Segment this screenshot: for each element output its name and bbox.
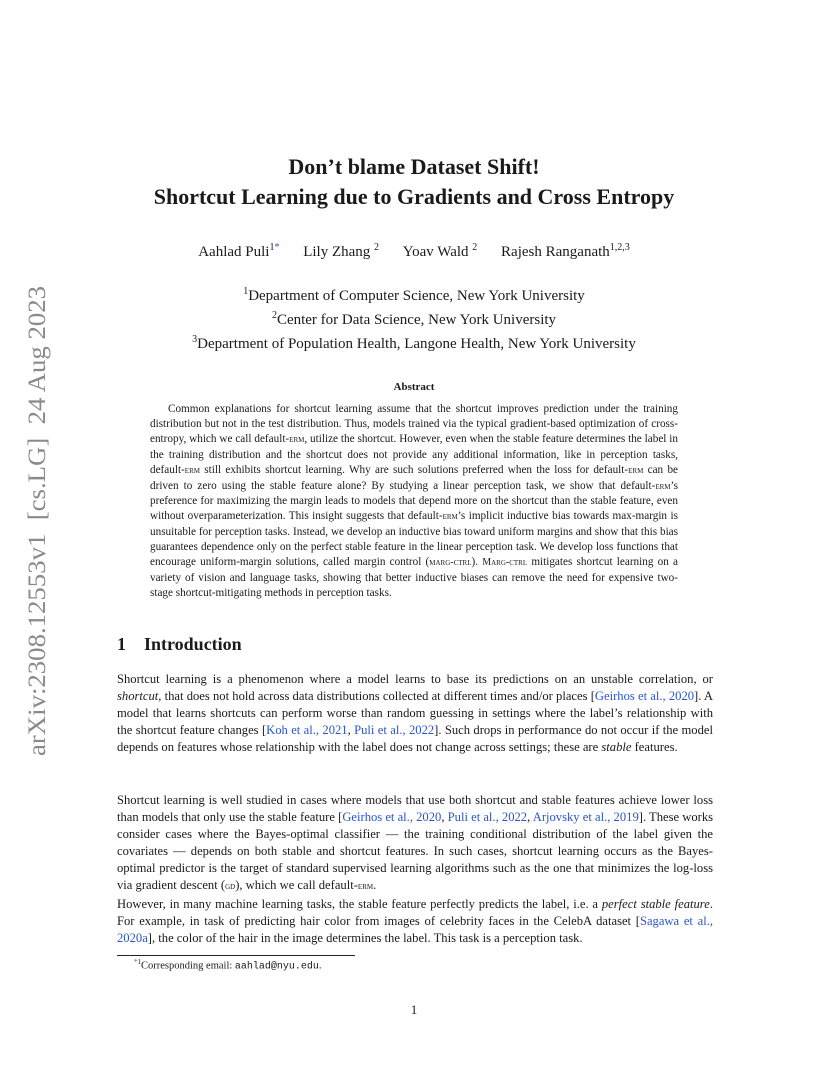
section-heading (117, 634, 242, 655)
citation-link[interactable]: Geirhos et al., 2020 (594, 689, 695, 703)
affiliations (0, 282, 828, 354)
affiliation-3: $^3$Department of Population Health, Langone Health, New York University (192, 334, 636, 352)
author-2 (303, 244, 379, 260)
citation-link[interactable]: Geirhos et al., 2020 (342, 810, 442, 824)
footnote-link[interactable]: * (274, 242, 280, 253)
section-number: 1 (117, 634, 126, 654)
author-name: Lily Zhang (303, 244, 371, 260)
author-4 (501, 244, 630, 260)
email-link[interactable]: aahlad@nyu.edu (234, 961, 319, 973)
title-line-1: Don’t blame Dataset Shift! (288, 154, 540, 179)
citation-link[interactable]: Puli et al., 2022 (447, 810, 528, 824)
author-affiliation-mark: 2 (472, 242, 478, 253)
footnote-divider (117, 955, 355, 956)
section-title: Introduction (144, 634, 242, 654)
citation-link[interactable]: Puli et al., 2022 (354, 723, 435, 737)
footnote: $^{*1}$Corresponding email: aahlad@nyu.edu. (134, 958, 322, 973)
author-affiliation-mark: 2 (374, 242, 380, 253)
intro-paragraph-2: Shortcut learning is well studied in cases where models that use both shortcut and stable features achieve lower loss than models that only use the stable feature [Geirhos et al., 2020, Puli et al., 2022, Arjovsky et al., 2019]. These works consider cases where the Bayes-optimal classifier — the training conditional distribution of the label given the covariates — depends on both stable and shortcut features. In such cases, shortcut learning occurs as the Bayes-optimal predictor is the target of standard supervised learning algorithms such as the one that minimizes the log-loss via gradient descent (gd), which we call default-erm. (117, 793, 714, 892)
author-1 (198, 244, 279, 260)
page-number: 1 (410, 1002, 418, 1017)
author-3 (403, 244, 478, 260)
intro-paragraph-3: However, in many machine learning tasks, the stable feature perfectly predicts the label, i.e. a perfect stable feature. For example, in task of predicting hair color from images of celebrity faces in the CelebA dataset [Sagawa et al., 2020a], the color of the hair in the image determines the label. This task is a perception task. (117, 897, 713, 945)
author-affiliation-mark: 1 (269, 242, 275, 253)
author-name: Yoav Wald (402, 244, 469, 260)
citation-link[interactable]: Koh et al., 2021 (266, 723, 348, 737)
abstract-heading: Abstract (393, 381, 435, 393)
citation-link[interactable]: Sagawa et al., 2020a (117, 914, 713, 945)
intro-paragraph-1: Shortcut learning is a phenomenon where a model learns to base its predictions on an unstable correlation, or shortcut, that does not hold across data distributions collected at different times and/or places [Geirhos et al., 2020]. A model that learns shortcuts can perform worse than random guessing in settings where the label’s relationship with the shortcut feature changes [Koh et al., 2021, Puli et al., 2022]. Such drops in performance do not occur if the model depends on features whose relationship with the label does not change across settings; these are stable features. (117, 672, 713, 754)
citation-link[interactable]: Arjovsky et al., 2019 (532, 810, 639, 824)
footnote-mark: * (134, 958, 138, 966)
author-name: Aahlad Puli (198, 244, 270, 260)
paper-title (0, 152, 828, 212)
abstract-text: Common explanations for shortcut learning assume that the shortcut improves prediction under the training distribution but not in the test distribution. Thus, models trained via the typical gradient-based optimization of cross-entropy, which we call default-erm, utilize the shortcut. However, even when the stable feature determines the label in the training distribution and the shortcut does not provide any additional information, like in perception tasks, default-erm still exhibits shortcut learning. Why are such solutions preferred when the loss for default-erm can be driven to zero using the stable feature alone? By studying a linear perception task, we show that default-erm’s preference for maximizing the margin leads to models that depend more on the shortcut than the stable feature, even without overparameterization. This insight suggests that default-erm’s implicit inductive bias towards max-margin is unsuitable for perception tasks. Instead, we develop an inductive bias toward uniform margins and show that this bias guarantees dependence only on the perfect stable feature in the linear perception task. We develop loss functions that encourage uniform-margin solutions, called margin control (marg-ctrl). Marg-ctrl mitigates shortcut learning on a variety of vision and language tasks, showing that better inductive biases can remove the need for expensive two-stage shortcut-mitigating methods in perception tasks. (150, 403, 678, 599)
affiliation-1: $^1$Department of Computer Science, New York University (243, 286, 585, 304)
title-line-2: Shortcut Learning due to Gradients and Cross Entropy (153, 184, 675, 209)
affiliation-2: $^2$Center for Data Science, New York University (271, 310, 557, 328)
author-affiliation-mark: 1,2,3 (609, 242, 630, 253)
arxiv-identifier: arXiv:2308.12553v1 [cs.LG] 24 Aug 2023 (22, 308, 51, 756)
author-name: Rajesh Ranganath (501, 244, 610, 260)
author-list (0, 242, 828, 261)
